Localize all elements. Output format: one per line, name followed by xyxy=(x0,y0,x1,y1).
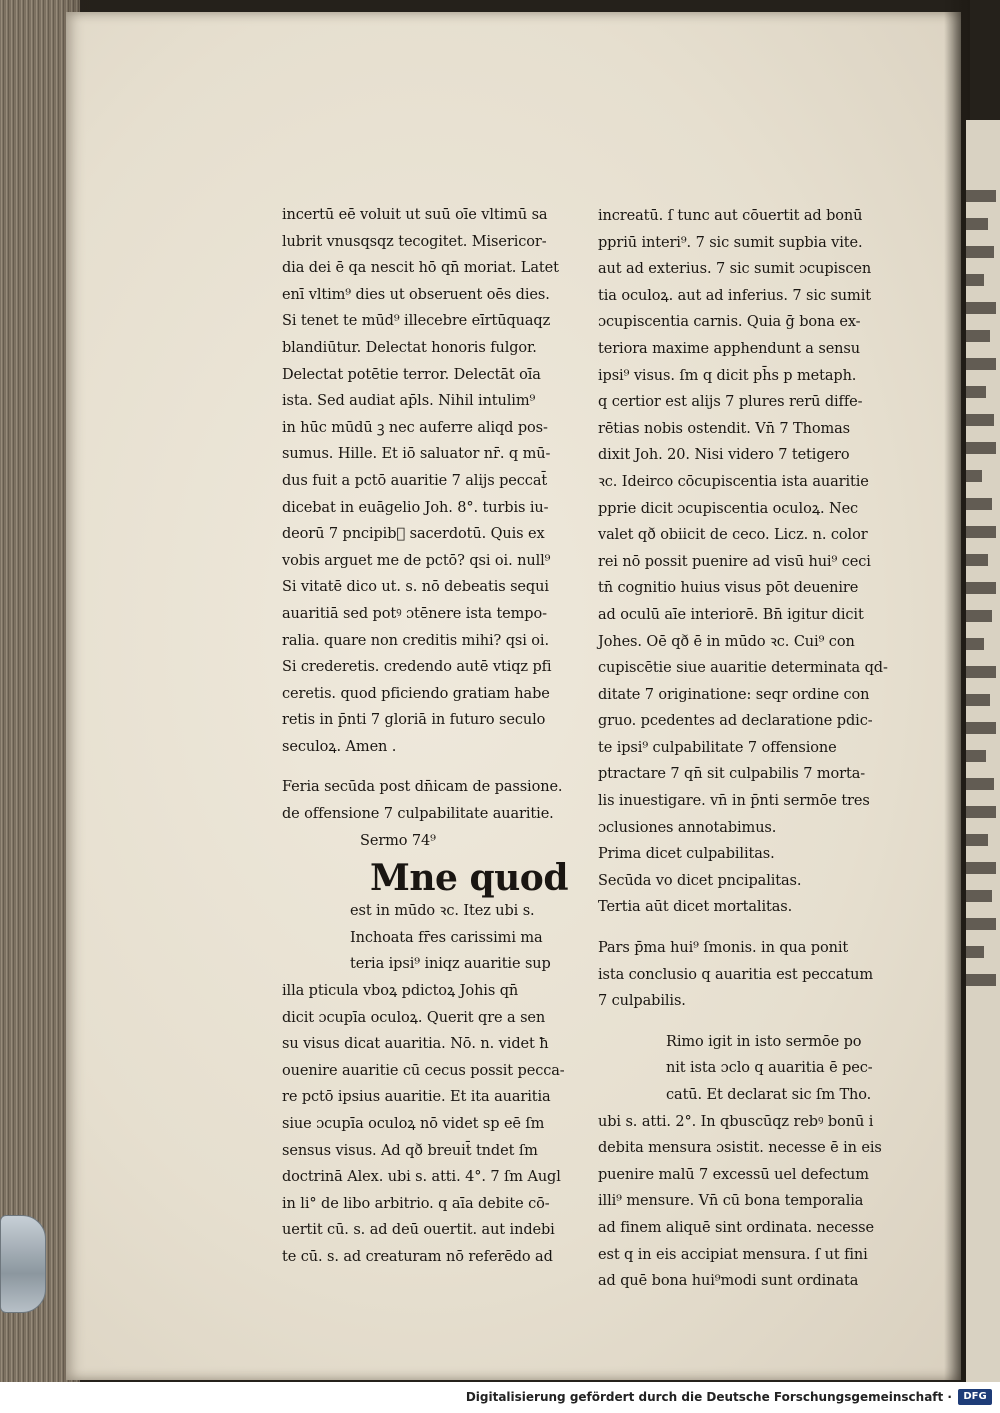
text-line: ɔcupiscentia carnis. Quia ḡ bona ex- xyxy=(598,314,861,331)
text-line: ista. Sed audiat ap̄ls. Nihil intulim⁹ xyxy=(282,393,536,410)
text-line: te ipsi⁹ culpabilitate 7 offensione xyxy=(598,739,837,756)
text-line: Delectat potētie terror. Delectāt oīa xyxy=(282,366,541,383)
text-line: siue ɔcupīa oculoꝝ nō videt sp eē ſm xyxy=(282,1116,545,1132)
left-text-column xyxy=(282,202,577,1271)
text-line: ꝛc. Ideirco cōcupiscentia ista auaritie xyxy=(598,473,869,490)
conclusion-title: Prima dicet culpabilitas. xyxy=(598,846,775,863)
text-line: in hūc mūdū ꝫ nec auferre aliqd pos- xyxy=(282,419,548,436)
text-line: rei nō possit puenire ad visū hui⁹ ceci xyxy=(598,553,871,570)
text-line: ralia. quare non creditis mihi? qsi oi. xyxy=(282,632,549,649)
text-line: teria ipsi⁹ iniqz auaritie sup xyxy=(350,956,551,973)
text-line: sumus. Hille. Et iō saluator nr̄. q mū- xyxy=(282,446,551,463)
text-line: dicit ɔcupīa oculoꝝ. Querit qre a sen xyxy=(282,1009,546,1026)
right-text-column xyxy=(598,203,903,1295)
text-line: valet qð obiicit de ceco. Licz. n. color xyxy=(598,527,868,544)
text-line: nit ista ɔclo q auaritia ē pec- xyxy=(666,1060,873,1077)
text-line: ad oculū aīe interiorē. Bn̄ igitur dicit xyxy=(598,606,864,623)
text-line: Inchoata fr̄es carissimi ma xyxy=(350,929,543,946)
text-line: ad quē bona hui⁹modi sunt ordinata xyxy=(598,1273,859,1290)
text-line: in li° de libo arbitrio. q aīa debite cō- xyxy=(282,1195,550,1212)
dfg-logo: DFG xyxy=(958,1389,992,1405)
section-heading: Pars p̄ma hui⁹ ſmonis. in qua ponit xyxy=(598,940,849,957)
text-line: lubrit vnusqsqz tecogitet. Misericor- xyxy=(282,233,547,250)
text-line: sensus visus. Ad qð breuit̄ tndet ſm xyxy=(282,1142,538,1159)
text-line: increatū. ſ tunc aut cōuertit ad bonū xyxy=(598,208,863,224)
text-line: enī vltim⁹ dies ut obseruent oēs dies. xyxy=(282,286,550,303)
spacer xyxy=(598,1015,903,1029)
text-line: dicebat in euāgelio Joh. 8°. turbis iu- xyxy=(282,499,549,516)
text-line: su visus dicat auaritia. Nō. n. videt ħ xyxy=(282,1036,549,1053)
section-heading: ista conclusio q auaritia est peccatum xyxy=(598,966,873,983)
text-line: est q in eis accipiat mensura. ſ ut fini xyxy=(598,1246,868,1263)
text-line: doctrinā Alex. ubi s. atti. 4°. 7 ſm Augl xyxy=(282,1169,561,1186)
text-line: ɔclusiones annotabimus. xyxy=(598,819,777,836)
spacer xyxy=(598,921,903,935)
text-line: aut ad exterius. 7 sic sumit ɔcupiscen xyxy=(598,261,872,278)
text-line: uertit cū. s. ad deū ouertit. aut indebi xyxy=(282,1222,555,1239)
text-line: q certior est alijs 7 plures rerū diffe- xyxy=(598,394,863,411)
text-line: Si crederetis. credendo autē vtiqz pfi xyxy=(282,659,552,676)
text-line: seculoꝝ. Amen . xyxy=(282,738,397,755)
text-line: Johes. Oē qð ē in mūdo ꝛc. Cui⁹ con xyxy=(598,633,855,650)
text-line: teriora maxime apphendunt a sensu xyxy=(598,340,860,357)
text-line: deorū 7 pncipib᷑ sacerdotū. Quis ex xyxy=(282,526,545,543)
footer-credit: Digitalisierung gefördert durch die Deutsche Forschungsgemeinschaft · xyxy=(465,1390,952,1404)
text-line: est in mūdo ꝛc. Itez ubi s. xyxy=(350,903,535,920)
conclusion-title: Tertia aūt dicet mortalitas. xyxy=(598,899,793,916)
text-line: ptractare 7 qn̄ sit culpabilis 7 morta- xyxy=(598,766,866,783)
text-line: Rimo igit in isto sermōe po xyxy=(666,1033,862,1050)
digitization-footer xyxy=(0,1382,1000,1413)
facing-page-strip xyxy=(966,120,1000,1382)
sermon-number: Sermo 74⁹ xyxy=(360,832,436,849)
section-heading: 7 culpabilis. xyxy=(598,993,686,1010)
text-line: blandiūtur. Delectat honoris fulgor. xyxy=(282,339,537,356)
text-line: illa pticula vboꝝ pdictoꝝ Johis qn̄ xyxy=(282,983,519,1000)
text-line: ppriū interi⁹. 7 sic sumit supbia vite. xyxy=(598,234,863,251)
text-line: dixit Joh. 20. Nisi videro 7 tetigero xyxy=(598,447,850,464)
text-line: rētias nobis ostendit. Vn̄ 7 Thomas xyxy=(598,420,851,437)
text-line: ubi s. atti. 2°. In qbuscūqz rebꝰ bonū i xyxy=(598,1113,874,1130)
text-line: dus fuit a pctō auaritie 7 alijs peccat̄ xyxy=(282,472,548,489)
text-line: gruo. pcedentes ad declaratione pdic- xyxy=(598,713,873,730)
text-line: illi⁹ mensure. Vn̄ cū bona temporalia xyxy=(598,1193,864,1210)
text-line: re pctō ipsius auaritie. Et ita auaritia xyxy=(282,1089,551,1106)
text-line: tn̄ cognitio huius visus pōt deuenire xyxy=(598,580,859,597)
conclusion-title: Secūda vo dicet pncipalitas. xyxy=(598,872,802,889)
sermon-heading: de offensione 7 culpabilitate auaritie. xyxy=(282,806,554,823)
sermon-heading: Feria secūda post dn̄icam de passione. xyxy=(282,779,563,796)
page-clip xyxy=(0,1215,46,1313)
text-line: ad finem aliquē sint ordinata. necesse xyxy=(598,1219,874,1236)
text-line: ceretis. quod pficiendo gratiam habe xyxy=(282,685,550,702)
drop-initial-line: Mne quod xyxy=(370,857,568,900)
text-line: ouenire auaritie cū cecus possit pecca- xyxy=(282,1062,565,1079)
text-line: ditate 7 originatione: seqr ordine con xyxy=(598,686,870,703)
text-line: auaritiā sed potꝰ ɔtēnere ista tempo- xyxy=(282,605,547,622)
text-line: puenire malū 7 excessū uel defectum xyxy=(598,1166,869,1183)
text-line: dia dei ē qa nescit hō qn̄ moriat. Latet xyxy=(282,260,559,277)
text-line: pprie dicit ɔcupiscentia oculoꝝ. Nec xyxy=(598,500,859,517)
text-line: Si tenet te mūd⁹ illecebre eīrtūquaqz xyxy=(282,313,551,330)
text-line: lis inuestigare. vn̄ in p̄nti sermōe tres xyxy=(598,793,870,810)
text-line: cupiscētie siue auaritie determinata qd- xyxy=(598,660,888,677)
text-line: retis in p̄nti 7 gloriā in futuro seculo xyxy=(282,712,546,729)
text-line: incertū eē voluit ut suū oīe vltimū sa xyxy=(282,207,548,223)
text-line: te cū. s. ad creaturam nō referēdo ad xyxy=(282,1248,553,1265)
text-line: tia oculoꝝ. aut ad inferius. 7 sic sumit xyxy=(598,287,871,304)
text-line: Si vitatē dico ut. s. nō debeatis sequi xyxy=(282,579,549,596)
spacer xyxy=(282,760,577,774)
text-line: catū. Et declarat sic ſm Tho. xyxy=(666,1087,872,1103)
text-line: debita mensura ɔsistit. necesse ē in eis xyxy=(598,1140,882,1157)
text-line: ipsi⁹ visus. ſm q dicit ph̄s p metaph. xyxy=(598,367,857,384)
text-line: vobis arguet me de pctō? qsi oi. null⁹ xyxy=(282,552,551,569)
